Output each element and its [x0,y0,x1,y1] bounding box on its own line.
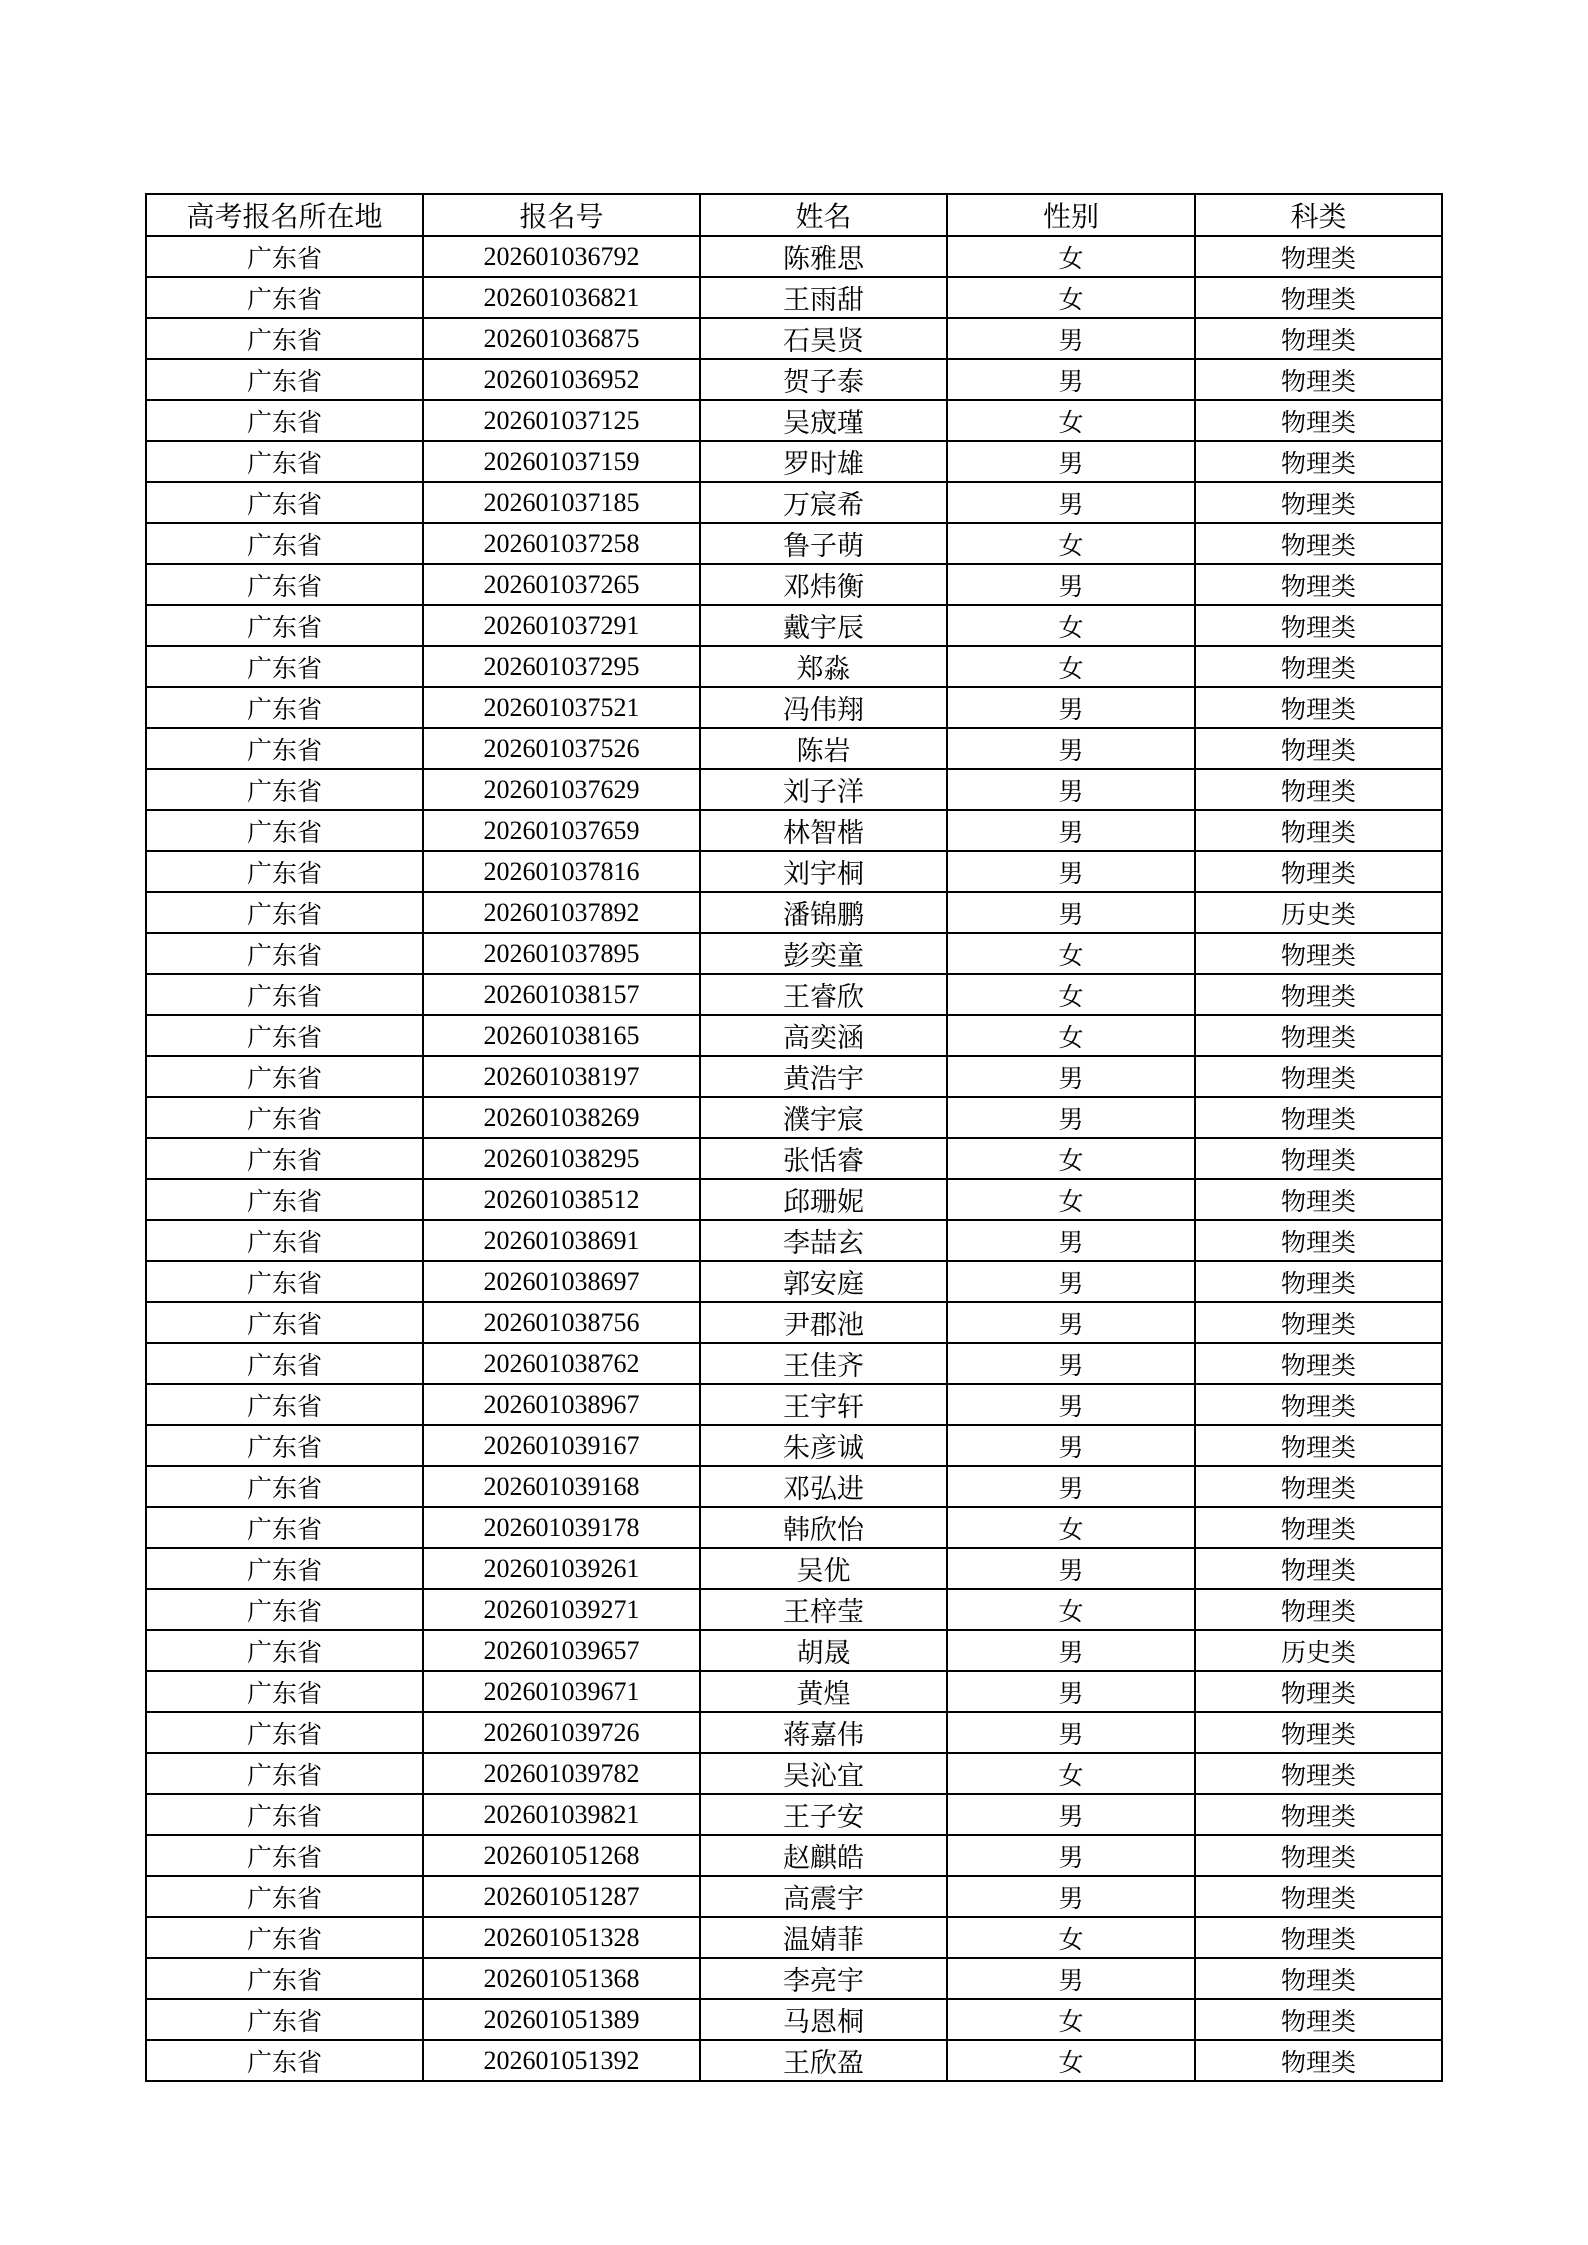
cell-registration-number: 202601036952 [423,359,700,400]
cell-registration-number: 202601039178 [423,1507,700,1548]
admission-roster-table [145,193,1443,2082]
cell-registration-number: 202601037521 [423,687,700,728]
cell-gender: 男 [947,359,1195,400]
cell-gender: 男 [947,1671,1195,1712]
cell-exam-location: 广东省 [146,523,423,564]
cell-gender: 男 [947,1384,1195,1425]
table-row [146,1179,1442,1220]
table-row [146,2040,1442,2081]
cell-name: 刘子洋 [700,769,947,810]
cell-gender: 男 [947,1425,1195,1466]
cell-registration-number: 202601038762 [423,1343,700,1384]
cell-gender: 男 [947,1261,1195,1302]
table-row [146,1999,1442,2040]
cell-exam-location: 广东省 [146,277,423,318]
cell-registration-number: 202601036875 [423,318,700,359]
cell-registration-number: 202601038269 [423,1097,700,1138]
cell-gender: 男 [947,1548,1195,1589]
table-row [146,1466,1442,1507]
cell-registration-number: 202601037659 [423,810,700,851]
cell-registration-number: 202601037291 [423,605,700,646]
cell-subject-category: 物理类 [1195,1261,1442,1302]
table-row [146,1343,1442,1384]
cell-name: 王佳齐 [700,1343,947,1384]
header-registration-number: 报名号 [423,194,700,236]
table-row [146,687,1442,728]
cell-subject-category: 物理类 [1195,769,1442,810]
cell-subject-category: 物理类 [1195,1384,1442,1425]
cell-subject-category: 物理类 [1195,523,1442,564]
cell-gender: 男 [947,851,1195,892]
cell-subject-category: 历史类 [1195,1630,1442,1671]
table-row [146,1056,1442,1097]
cell-registration-number: 202601039271 [423,1589,700,1630]
cell-exam-location: 广东省 [146,1507,423,1548]
cell-registration-number: 202601037159 [423,441,700,482]
cell-name: 赵麒皓 [700,1835,947,1876]
cell-exam-location: 广东省 [146,1876,423,1917]
cell-exam-location: 广东省 [146,1589,423,1630]
cell-exam-location: 广东省 [146,1958,423,1999]
cell-registration-number: 202601039168 [423,1466,700,1507]
cell-subject-category: 物理类 [1195,1876,1442,1917]
cell-name: 王宇轩 [700,1384,947,1425]
cell-exam-location: 广东省 [146,1425,423,1466]
table-header-row [146,194,1442,236]
cell-gender: 女 [947,933,1195,974]
cell-subject-category: 物理类 [1195,1302,1442,1343]
cell-gender: 女 [947,2040,1195,2081]
table-row [146,1753,1442,1794]
table-row [146,1794,1442,1835]
cell-subject-category: 物理类 [1195,1753,1442,1794]
cell-registration-number: 202601038967 [423,1384,700,1425]
table-row [146,646,1442,687]
cell-exam-location: 广东省 [146,1261,423,1302]
cell-subject-category: 物理类 [1195,441,1442,482]
cell-name: 黄浩宇 [700,1056,947,1097]
table-row [146,564,1442,605]
cell-name: 温婧菲 [700,1917,947,1958]
cell-subject-category: 物理类 [1195,605,1442,646]
cell-subject-category: 物理类 [1195,974,1442,1015]
cell-exam-location: 广东省 [146,1056,423,1097]
table-row [146,974,1442,1015]
cell-subject-category: 物理类 [1195,1056,1442,1097]
cell-name: 胡晟 [700,1630,947,1671]
cell-name: 贺子泰 [700,359,947,400]
cell-registration-number: 202601039782 [423,1753,700,1794]
table-row [146,1425,1442,1466]
cell-subject-category: 物理类 [1195,646,1442,687]
table-row [146,482,1442,523]
cell-name: 潘锦鹏 [700,892,947,933]
cell-registration-number: 202601039726 [423,1712,700,1753]
cell-gender: 男 [947,728,1195,769]
cell-exam-location: 广东省 [146,1712,423,1753]
cell-registration-number: 202601039167 [423,1425,700,1466]
cell-gender: 女 [947,1999,1195,2040]
table-row [146,1220,1442,1261]
cell-gender: 女 [947,1507,1195,1548]
cell-subject-category: 物理类 [1195,933,1442,974]
cell-registration-number: 202601051328 [423,1917,700,1958]
cell-subject-category: 物理类 [1195,1466,1442,1507]
cell-subject-category: 物理类 [1195,1220,1442,1261]
cell-subject-category: 物理类 [1195,1589,1442,1630]
table-row [146,728,1442,769]
cell-exam-location: 广东省 [146,1835,423,1876]
cell-subject-category: 物理类 [1195,482,1442,523]
table-row [146,1630,1442,1671]
cell-name: 黄煌 [700,1671,947,1712]
cell-registration-number: 202601037895 [423,933,700,974]
cell-name: 李亮宇 [700,1958,947,1999]
cell-registration-number: 202601051392 [423,2040,700,2081]
cell-exam-location: 广东省 [146,482,423,523]
cell-gender: 女 [947,1138,1195,1179]
cell-subject-category: 物理类 [1195,1425,1442,1466]
cell-gender: 女 [947,400,1195,441]
cell-name: 林智楷 [700,810,947,851]
cell-subject-category: 物理类 [1195,1015,1442,1056]
cell-gender: 男 [947,1794,1195,1835]
cell-name: 鲁子萌 [700,523,947,564]
cell-exam-location: 广东省 [146,728,423,769]
cell-exam-location: 广东省 [146,769,423,810]
cell-name: 王睿欣 [700,974,947,1015]
cell-subject-category: 物理类 [1195,2040,1442,2081]
cell-name: 陈岩 [700,728,947,769]
cell-name: 濮宇宸 [700,1097,947,1138]
cell-registration-number: 202601051368 [423,1958,700,1999]
cell-gender: 男 [947,318,1195,359]
cell-exam-location: 广东省 [146,1548,423,1589]
table-row [146,359,1442,400]
cell-subject-category: 物理类 [1195,1138,1442,1179]
cell-name: 马恩桐 [700,1999,947,2040]
table-row [146,810,1442,851]
cell-name: 吴宬瑾 [700,400,947,441]
cell-registration-number: 202601037526 [423,728,700,769]
cell-registration-number: 202601038295 [423,1138,700,1179]
cell-subject-category: 物理类 [1195,728,1442,769]
cell-gender: 男 [947,1220,1195,1261]
cell-exam-location: 广东省 [146,2040,423,2081]
cell-gender: 男 [947,1097,1195,1138]
cell-exam-location: 广东省 [146,1343,423,1384]
cell-registration-number: 202601038157 [423,974,700,1015]
cell-gender: 男 [947,810,1195,851]
cell-name: 郭安庭 [700,1261,947,1302]
cell-registration-number: 202601039671 [423,1671,700,1712]
cell-subject-category: 物理类 [1195,1179,1442,1220]
cell-gender: 女 [947,1917,1195,1958]
cell-exam-location: 广东省 [146,1671,423,1712]
cell-exam-location: 广东省 [146,687,423,728]
cell-name: 石昊贤 [700,318,947,359]
cell-exam-location: 广东省 [146,236,423,277]
table-row [146,1097,1442,1138]
cell-subject-category: 物理类 [1195,318,1442,359]
cell-subject-category: 物理类 [1195,277,1442,318]
cell-name: 韩欣怡 [700,1507,947,1548]
cell-name: 王雨甜 [700,277,947,318]
cell-gender: 男 [947,1876,1195,1917]
cell-gender: 女 [947,1753,1195,1794]
cell-name: 邱珊妮 [700,1179,947,1220]
table-row [146,318,1442,359]
cell-registration-number: 202601036792 [423,236,700,277]
cell-gender: 女 [947,1179,1195,1220]
cell-exam-location: 广东省 [146,851,423,892]
table-row [146,400,1442,441]
table-row [146,1589,1442,1630]
cell-exam-location: 广东省 [146,810,423,851]
cell-name: 李喆玄 [700,1220,947,1261]
cell-gender: 女 [947,646,1195,687]
table-row [146,236,1442,277]
cell-registration-number: 202601037892 [423,892,700,933]
cell-registration-number: 202601037258 [423,523,700,564]
cell-name: 高奕涵 [700,1015,947,1056]
cell-subject-category: 物理类 [1195,1999,1442,2040]
cell-name: 朱彦诚 [700,1425,947,1466]
cell-registration-number: 202601038756 [423,1302,700,1343]
table-row [146,851,1442,892]
cell-gender: 男 [947,1343,1195,1384]
cell-registration-number: 202601038697 [423,1261,700,1302]
cell-name: 万宸希 [700,482,947,523]
cell-exam-location: 广东省 [146,1794,423,1835]
cell-gender: 男 [947,1302,1195,1343]
cell-gender: 男 [947,1958,1195,1999]
cell-subject-category: 物理类 [1195,1712,1442,1753]
cell-exam-location: 广东省 [146,974,423,1015]
cell-subject-category: 物理类 [1195,687,1442,728]
cell-exam-location: 广东省 [146,359,423,400]
cell-name: 罗时雄 [700,441,947,482]
cell-exam-location: 广东省 [146,1179,423,1220]
table-row [146,1138,1442,1179]
cell-subject-category: 物理类 [1195,851,1442,892]
cell-name: 王欣盈 [700,2040,947,2081]
cell-exam-location: 广东省 [146,646,423,687]
cell-exam-location: 广东省 [146,441,423,482]
cell-exam-location: 广东省 [146,1138,423,1179]
cell-gender: 女 [947,277,1195,318]
table-row [146,605,1442,646]
cell-name: 邓弘进 [700,1466,947,1507]
cell-subject-category: 物理类 [1195,810,1442,851]
cell-exam-location: 广东省 [146,1999,423,2040]
cell-gender: 男 [947,564,1195,605]
cell-registration-number: 202601038512 [423,1179,700,1220]
table-row [146,1917,1442,1958]
cell-subject-category: 物理类 [1195,400,1442,441]
cell-exam-location: 广东省 [146,892,423,933]
table-row [146,1015,1442,1056]
table-row [146,892,1442,933]
cell-registration-number: 202601038197 [423,1056,700,1097]
cell-name: 邓炜衡 [700,564,947,605]
cell-exam-location: 广东省 [146,933,423,974]
table-row [146,1671,1442,1712]
cell-name: 彭奕童 [700,933,947,974]
cell-name: 戴宇辰 [700,605,947,646]
cell-gender: 男 [947,769,1195,810]
table-row [146,1261,1442,1302]
cell-name: 王子安 [700,1794,947,1835]
cell-gender: 男 [947,1835,1195,1876]
cell-gender: 女 [947,1589,1195,1630]
header-gender: 性别 [947,194,1195,236]
cell-gender: 男 [947,1712,1195,1753]
cell-registration-number: 202601037125 [423,400,700,441]
cell-subject-category: 物理类 [1195,236,1442,277]
cell-exam-location: 广东省 [146,1220,423,1261]
cell-exam-location: 广东省 [146,1015,423,1056]
cell-subject-category: 物理类 [1195,1794,1442,1835]
cell-name: 郑淼 [700,646,947,687]
cell-subject-category: 物理类 [1195,1343,1442,1384]
cell-exam-location: 广东省 [146,1753,423,1794]
cell-name: 高震宇 [700,1876,947,1917]
table-row [146,441,1442,482]
header-name: 姓名 [700,194,947,236]
cell-exam-location: 广东省 [146,605,423,646]
cell-exam-location: 广东省 [146,1097,423,1138]
table-row [146,1835,1442,1876]
cell-registration-number: 202601037816 [423,851,700,892]
table-row [146,277,1442,318]
cell-subject-category: 物理类 [1195,564,1442,605]
cell-gender: 男 [947,441,1195,482]
cell-gender: 女 [947,1015,1195,1056]
cell-registration-number: 202601039657 [423,1630,700,1671]
table-row [146,769,1442,810]
cell-subject-category: 物理类 [1195,1835,1442,1876]
cell-registration-number: 202601051287 [423,1876,700,1917]
table-row [146,1507,1442,1548]
cell-exam-location: 广东省 [146,1384,423,1425]
cell-gender: 女 [947,605,1195,646]
cell-subject-category: 物理类 [1195,1548,1442,1589]
cell-gender: 男 [947,1056,1195,1097]
cell-registration-number: 202601036821 [423,277,700,318]
table-row [146,523,1442,564]
cell-subject-category: 物理类 [1195,359,1442,400]
cell-registration-number: 202601038691 [423,1220,700,1261]
cell-gender: 男 [947,482,1195,523]
table-row [146,1548,1442,1589]
cell-subject-category: 历史类 [1195,892,1442,933]
cell-name: 陈雅思 [700,236,947,277]
cell-registration-number: 202601037265 [423,564,700,605]
cell-name: 王梓莹 [700,1589,947,1630]
cell-registration-number: 202601051268 [423,1835,700,1876]
cell-exam-location: 广东省 [146,318,423,359]
cell-name: 吴优 [700,1548,947,1589]
cell-subject-category: 物理类 [1195,1507,1442,1548]
cell-exam-location: 广东省 [146,1630,423,1671]
cell-gender: 男 [947,687,1195,728]
cell-gender: 男 [947,892,1195,933]
table-row [146,1712,1442,1753]
cell-gender: 女 [947,523,1195,564]
cell-exam-location: 广东省 [146,1302,423,1343]
table-row [146,1958,1442,1999]
cell-exam-location: 广东省 [146,564,423,605]
cell-gender: 女 [947,236,1195,277]
cell-subject-category: 物理类 [1195,1671,1442,1712]
cell-registration-number: 202601038165 [423,1015,700,1056]
table-row [146,1876,1442,1917]
header-exam-location: 高考报名所在地 [146,194,423,236]
header-subject-category: 科类 [1195,194,1442,236]
table-row [146,1384,1442,1425]
cell-name: 尹郡池 [700,1302,947,1343]
cell-registration-number: 202601039821 [423,1794,700,1835]
cell-registration-number: 202601037629 [423,769,700,810]
cell-gender: 女 [947,974,1195,1015]
cell-exam-location: 广东省 [146,400,423,441]
cell-gender: 男 [947,1466,1195,1507]
table-row [146,933,1442,974]
cell-gender: 男 [947,1630,1195,1671]
cell-exam-location: 广东省 [146,1466,423,1507]
table-body [146,236,1442,2081]
cell-subject-category: 物理类 [1195,1917,1442,1958]
cell-exam-location: 广东省 [146,1917,423,1958]
cell-subject-category: 物理类 [1195,1958,1442,1999]
cell-name: 张恬睿 [700,1138,947,1179]
cell-subject-category: 物理类 [1195,1097,1442,1138]
cell-name: 刘宇桐 [700,851,947,892]
cell-registration-number: 202601037185 [423,482,700,523]
cell-name: 吴沁宜 [700,1753,947,1794]
cell-registration-number: 202601051389 [423,1999,700,2040]
cell-name: 冯伟翔 [700,687,947,728]
cell-registration-number: 202601037295 [423,646,700,687]
cell-name: 蒋嘉伟 [700,1712,947,1753]
cell-registration-number: 202601039261 [423,1548,700,1589]
table-row [146,1302,1442,1343]
